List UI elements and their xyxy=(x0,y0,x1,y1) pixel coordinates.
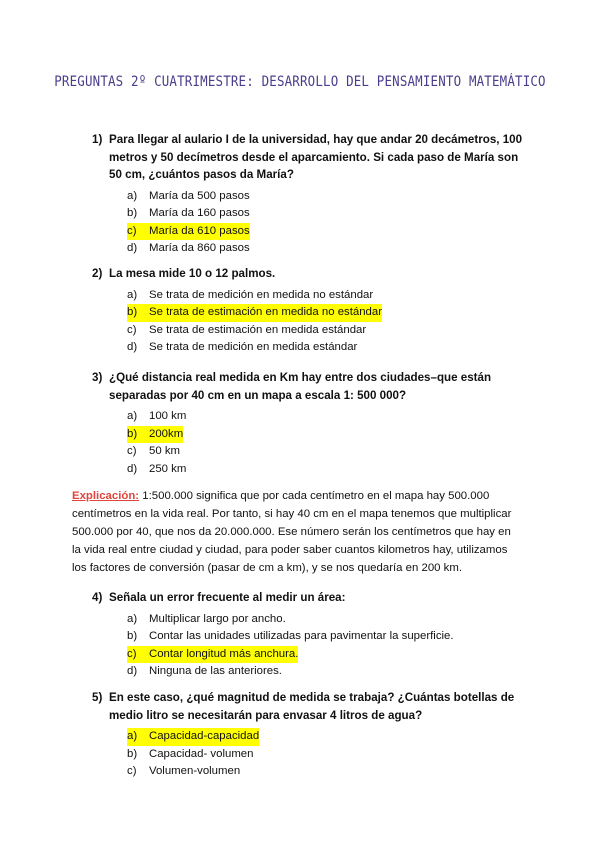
option-b-highlighted: b) Se trata de estimación en medida no estándar xyxy=(92,304,532,322)
page-title: PREGUNTAS 2º CUATRIMESTRE: DESARROLLO DEL PENSAMIENTO MATEMÁTICO xyxy=(54,74,546,90)
question-3 xyxy=(92,369,532,478)
question-1 xyxy=(92,131,532,258)
question-4 xyxy=(92,589,532,681)
explanation-paragraph xyxy=(72,487,512,577)
question-number: 5) xyxy=(92,691,103,704)
option-c-highlighted: c) María da 610 pasos xyxy=(92,223,532,241)
question-text: Para llegar al aulario I de la universidad, hay que andar 20 decámetros, 100 metros y 50 decímetros desde el aparcamiento. Si cada paso de María son 50 cm, ¿cuántos pasos da María? xyxy=(109,133,523,181)
option-a: a) Multiplicar largo por ancho. xyxy=(127,612,286,625)
option-b: b) María da 160 pasos xyxy=(127,207,250,219)
question-2 xyxy=(92,265,532,357)
option-b: b) Contar las unidades utilizadas para pavimentar la superficie. xyxy=(127,630,454,642)
option-a: a) 100 km xyxy=(127,410,187,422)
explanation-text: 1:500.000 significa que por cada centímetro en el mapa hay 500.000 centímetros en la vida real. Por tanto, si hay 40 cm en el mapa tenemos que multiplicar 500.000 por 40, que nos da 20.000.000. Ese número serán los centímetros que hay en la vida real entre ciudad y ciudad, para poder saber cuantos kilometros hay, utilizamos los factores de conversión (pasar de cm a km), y se nos quedaría en 200 km. xyxy=(72,490,512,574)
question-number: 4) xyxy=(92,591,103,604)
option-c: c) Se trata de estimación en medida estándar xyxy=(127,323,367,336)
option-d: d) María da 860 pasos xyxy=(127,242,250,254)
question-text: La mesa mide 10 o 12 palmos. xyxy=(109,267,276,280)
option-d: d) Ninguna de las anteriores. xyxy=(127,665,282,677)
question-5 xyxy=(92,689,532,781)
explanation-label: Explicación: xyxy=(72,490,140,502)
option-d: d) 250 km xyxy=(127,462,187,475)
question-text: Señala un error frecuente al medir un área: xyxy=(109,591,346,604)
option-c: c) 50 km xyxy=(127,445,181,457)
option-a-highlighted: a) Capacidad-capacidad xyxy=(92,728,532,746)
question-number: 1) xyxy=(92,133,103,146)
option-d: d) Se trata de medición en medida estándar xyxy=(127,341,358,353)
option-c-highlighted: c) Contar longitud más anchura. xyxy=(92,646,532,664)
question-text: En este caso, ¿qué magnitud de medida se trabaja? ¿Cuántas botellas de medio litro se necesitarán para envasar 4 litros de agua? xyxy=(109,691,515,722)
question-text: ¿Qué distancia real medida en Km hay entre dos ciudades–que están separadas por 40 cm en un mapa a escala 1: 500 000? xyxy=(109,371,492,402)
option-c: c) Volumen-volumen xyxy=(127,765,241,777)
option-a: a) Se trata de medición en medida no estándar xyxy=(127,288,374,301)
question-number: 2) xyxy=(92,267,103,280)
question-number: 3) xyxy=(92,371,103,384)
option-b: b) Capacidad- volumen xyxy=(127,747,254,760)
option-b-highlighted: b) 200km xyxy=(92,426,532,444)
option-a: a) María da 500 pasos xyxy=(127,189,250,202)
